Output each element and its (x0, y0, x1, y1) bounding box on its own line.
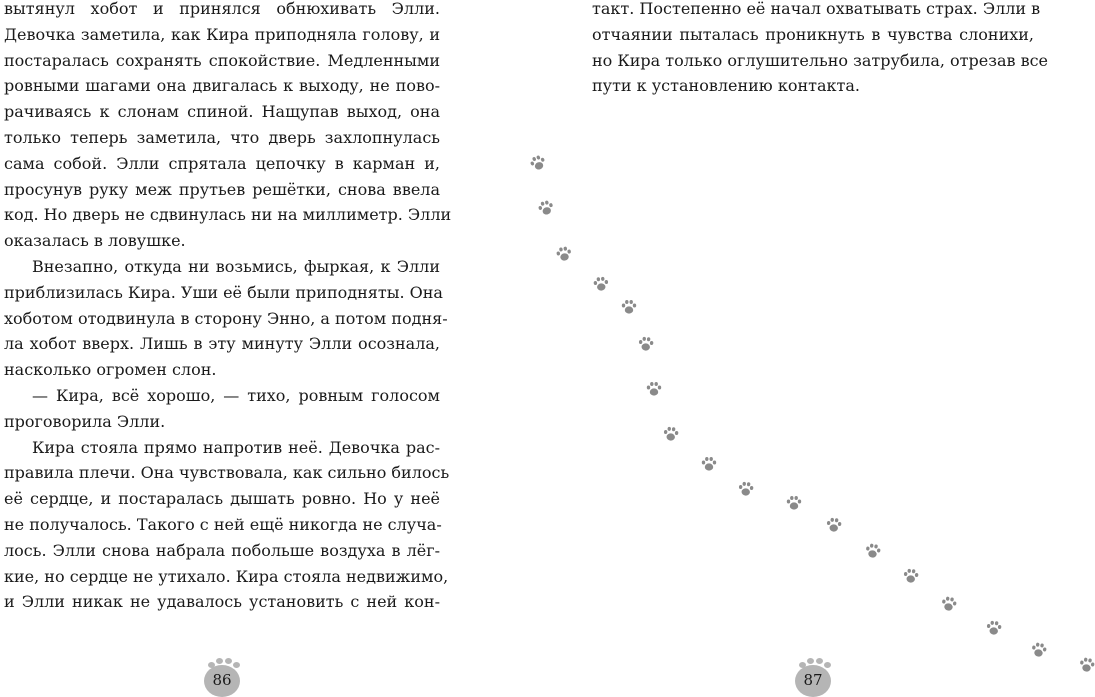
text-line: Внезапно, откуда ни возьмись, фыркая, к Элли (32, 256, 440, 276)
text-line: хоботом отодвинула в сторону Энно, а потом подня- (4, 308, 448, 328)
text-line: ровными шагами она двигалась к выходу, не пово- (4, 76, 440, 96)
text-line: рачиваясь к слонам спиной. Нащупав выход, она (4, 102, 440, 122)
paw-print-icon (663, 426, 679, 441)
text-line: но Кира только оглушительно затрубила, отрезав все (592, 50, 1049, 70)
page-number-left-text: 86 (212, 671, 232, 689)
paw-print-icon (787, 496, 801, 510)
paw-print-icon (537, 199, 554, 216)
text-line: постаралась сохранять спокойствие. Медленными (4, 50, 440, 70)
text-line: отчаянии пыталась проникнуть в чувства слонихи, (592, 24, 1034, 44)
text-line: код. Но дверь не сдвинулась ни на миллиметр. Элли (4, 205, 452, 225)
text-line: насколько огромен слон. (4, 360, 217, 380)
paw-print-icon (593, 276, 609, 291)
text-line: просунув руку меж прутьев решётки, снова ввела (4, 179, 440, 199)
paw-print-icon (622, 300, 636, 314)
text-line: оказалась в ловушке. (4, 231, 186, 251)
text-line: Девочка заметила, как Кира приподняла голову, и (4, 24, 440, 44)
paw-print-icon (903, 568, 919, 583)
text-line: — Кира, всё хорошо, — тихо, ровным голосом (32, 385, 440, 405)
paw-print-icon (986, 620, 1002, 635)
text-line: сама собой. Элли спрятала цепочку в карман и, (4, 153, 440, 173)
paw-print-icon (702, 457, 716, 471)
text-line: только теперь заметила, что дверь захлопнулась (4, 127, 440, 147)
paw-print-icon (826, 517, 842, 532)
text-line: её сердце, и постаралась дышать ровно. Но у неё (4, 489, 440, 509)
text-line: проговорила Элли. (4, 411, 166, 431)
page-number-right-text: 87 (803, 671, 823, 689)
paw-print-icon (647, 382, 661, 396)
text-line: кие, но сердце не утихало. Кира стояла недвижимо, (4, 566, 449, 586)
text-line: правила плечи. Она чувствовала, как сильно билось (4, 463, 450, 483)
paw-print-icon (1031, 642, 1048, 658)
left-page-text (4, 0, 452, 615)
text-line: Кира стояла прямо напротив неё. Девочка рас- (32, 437, 440, 457)
text-line: ла хобот вверх. Лишь в эту минуту Элли осознала, (4, 334, 440, 354)
text-line: не получалось. Такого с ней ещё никогда не случа- (4, 514, 442, 534)
text-line: и Элли никак не удавалось установить с ней кон- (4, 592, 440, 612)
text-line: вытянул хобот и принялся обнюхивать Элли. (4, 0, 440, 18)
page-number-right (793, 657, 833, 697)
text-line: лось. Элли снова набрала побольше воздуха в лёг- (4, 540, 440, 560)
text-line: приблизилась Кира. Уши её были приподняты. Она (4, 282, 443, 302)
paw-print-icon (529, 154, 547, 172)
paw-print-icon (638, 336, 654, 351)
paw-print-icon (556, 246, 573, 262)
paw-print-icon (865, 543, 882, 559)
paw-print-icon (738, 481, 754, 496)
paw-print-icon (1079, 657, 1095, 673)
text-line: такт. Постепенно её начал охватывать страх. Элли в (592, 0, 1041, 18)
right-page-text (592, 0, 1049, 99)
page-number-left (202, 657, 242, 697)
paw-print-icon (941, 596, 958, 612)
text-line: пути к установлению контакта. (592, 76, 860, 96)
